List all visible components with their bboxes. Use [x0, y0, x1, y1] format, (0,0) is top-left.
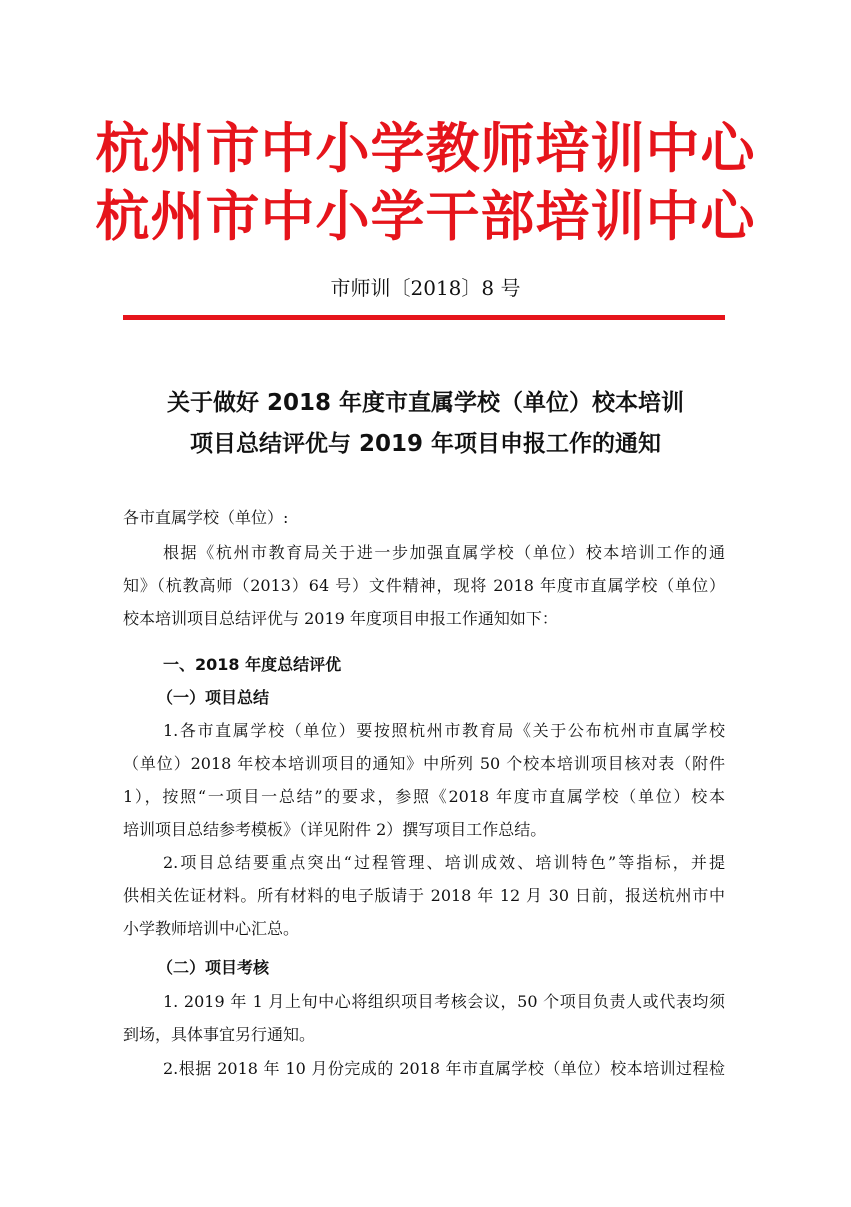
section-heading-1: 一、2018 年度总结评优: [163, 655, 342, 674]
subsection-heading-project-assessment: （二）项目考核: [157, 958, 270, 977]
salutation: 各市直属学校（单位）:: [123, 508, 289, 527]
assessment-item-1-line-1: 1. 2019 年 1 月上旬中心将组织项目考核会议，50 个项目负责人或代表均须: [163, 992, 725, 1011]
issuer-name-line-2: 杭州市中小学干部培训中心: [95, 184, 756, 248]
assessment-item-2-line-1: 2.根据 2018 年 10 月份完成的 2018 年市直属学校（单位）校本培训过程检: [163, 1059, 725, 1078]
subsection-heading-project-summary: （一）项目总结: [157, 688, 270, 707]
intro-line-3: 校本培训项目总结评优与 2019 年度项目申报工作通知如下：: [123, 609, 558, 628]
item-1-line-1: 1.各市直属学校（单位）要按照杭州市教育局《关于公布杭州市直属学校: [163, 721, 725, 740]
item-1-line-3: 1），按照“一项目一总结”的要求，参照《2018 年度市直属学校（单位）校本: [123, 787, 725, 806]
item-2-line-1: 2.项目总结要重点突出“过程管理、培训成效、培训特色”等指标，并提: [163, 853, 725, 872]
red-divider-line: [123, 315, 725, 320]
assessment-item-1-line-2: 到场，具体事宜另行通知。: [123, 1025, 316, 1044]
item-2-line-2: 供相关佐证材料。所有材料的电子版请于 2018 年 12 月 30 日前，报送杭州市中: [123, 886, 725, 905]
document-title-line-1: 关于做好 2018 年度市直属学校（单位）校本培训: [166, 390, 685, 416]
item-2-line-3: 小学教师培训中心汇总。: [123, 919, 300, 938]
item-1-line-4: 培训项目总结参考模板》（详见附件 2）撰写项目工作总结。: [123, 820, 547, 839]
document-title-line-2: 项目总结评优与 2019 年项目申报工作的通知: [189, 431, 662, 457]
item-1-line-2: （单位）2018 年校本培训项目的通知》中所列 50 个校本培训项目核对表（附件: [123, 754, 725, 773]
issuer-name-line-1: 杭州市中小学教师培训中心: [95, 116, 756, 180]
intro-line-1: 根据《杭州市教育局关于进一步加强直属学校（单位）校本培训工作的通: [163, 543, 725, 562]
document-number: 市师训〔2018〕8 号: [330, 276, 521, 300]
intro-line-2: 知》（杭教高师（2013）64 号）文件精神，现将 2018 年度市直属学校（单位）: [123, 576, 725, 595]
